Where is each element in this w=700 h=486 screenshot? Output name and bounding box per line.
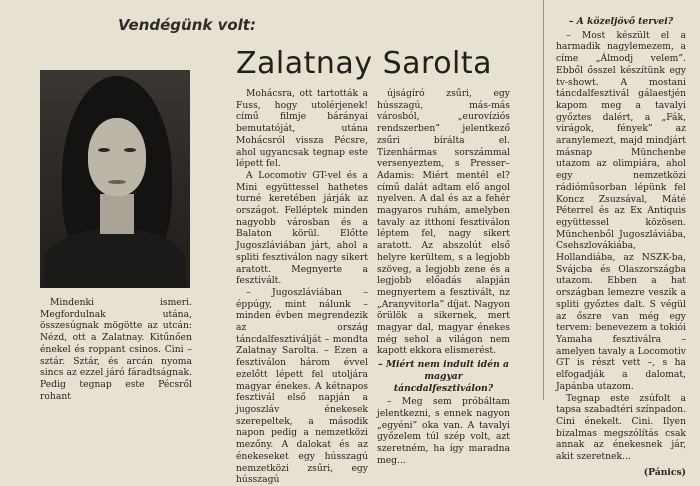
paragraph: Mohácsra, ott tartották a Fuss, hogy utolérjenek! című filmje bárányai bemutatóját, utána Mohácsról vissza Pécsre, ahol ugyancsak tegnap este lépett fel. — [236, 88, 368, 170]
interview-question: – A közeljövő tervei? — [568, 16, 674, 27]
paragraph: – Most készült el a harmadik nagylemezem, a címe „Álmodj velem”. Ebből ősszel készítünk egy tv-showt. A mostani táncdalfesztivál gálaestjén kapom meg a tavalyi győztes dalért, a „Fák, virágok, fények” az aranylemezt, majd mindjárt másnap Münchenbe utazom az olimpiára, ahol egy nemzetközi rádióműsorban lépünk fel Koncz Zsuzsával, Máté Péterrel és az Ex Antiquis együttessel közösen. Münchenből Jugoszláviába, Csehszlovákiába, Hollandiába, az NSZK-ba, Svájcba és Olaszországba utazom. Ebben a hat országban lemezre veszik a spliti győztes dalt. S végül az őszre van még egy tervem: benevezem a tokiói Yamaha fesztiválra – amelyen tavaly a Locomotiv GT is részt vett –, s ha elfogadják a dalomat, Japánba utazom. — [556, 29, 686, 392]
caption-text: Mindenki ismeri. Megfordulnak utána, összesúgnak mögötte az utcán: Nézd, ott a Zalatnay. Kitűnően énekel és roppant csinos. Cini – sztár. Sztár, és arcán nyoma sincs az ezzel járó fáradtságnak. Pedig tegnap este Pécsről rohant — [40, 297, 192, 402]
photo-caption — [40, 297, 192, 402]
paragraph: – Jugoszláviában – éppúgy, mint nálunk – minden évben megrendezik az ország táncdalfesztiválját – mondta Zalatnay Sarolta. – Ezen a fesztiválon három évvel ezelőtt lépett fel utoljára magyar énekes. A kétnapos fesztivál első napján a jugoszláv énekesek szerepeltek, a második napon pedig a nemzetközi mezőny. A dalokat és az énekeseket egy hússzagú nemzetközi zsűri, egy hússzagú — [236, 286, 368, 486]
column-divider — [543, 0, 544, 400]
paragraph: – Meg sem próbáltam jelentkezni, s ennek nagyon „egyéni” oka van. A tavalyi győzelem túl szép volt, azt szeretném, ha így maradna meg... — [377, 396, 510, 466]
paragraph: Tegnap este zsúfolt a tapsa szabadtéri színpadon. Cini énekelt. Cini. Ilyen bizalmas megszólítás csak annak az énekesnek jár, akit szeretnek... — [556, 392, 686, 463]
article-column-4 — [556, 14, 686, 478]
article-column-3 — [377, 88, 510, 467]
author-signature: (Pánics) — [643, 466, 686, 478]
paragraph: A Locomotiv GT-vel és a Mini együttessel hathetes turné keretében járják az országot. Felléptek minden nagyobb városban és a Balaton körül. Előtte Jugoszláviában járt, ahol a spliti fesztiválon nagy sikert aratott. Megnyerte a fesztivált. — [236, 169, 368, 287]
portrait-photo — [40, 70, 190, 288]
article-kicker: Vendégünk volt: — [118, 16, 256, 34]
article-column-2 — [236, 88, 368, 486]
interview-question: – Miért nem indult idén a magyar táncdalfesztiválon? — [378, 359, 509, 394]
article-headline: Zalatnay Sarolta — [236, 46, 493, 81]
paragraph: újságíró zsűri, egy hússzagú, más-más városból, „eurovíziós rendszerben” jelentkező zsűri bírálta el. Tizenhármas sorszámmal versenyeztem, s Presser–Adamis: Miért mentél el? című dalát adtam elő angol nyelven. A dal és az a fehér magyaros ruhám, amelyben tavaly az itthoni fesztiválon léptem fel, nagy sikert aratott. Az abszolút első helyre kerültem, s a legjobb szöveg, a legjobb zene és a legjobb előadás alapján megnyertem a fesztivált, nz „Aranyvitorla” díjat. Nagyon örülök a sikernek, mert magyar dal, magyar énekes még sehol a világon nem kapott ekkora elismerést. — [377, 88, 510, 357]
